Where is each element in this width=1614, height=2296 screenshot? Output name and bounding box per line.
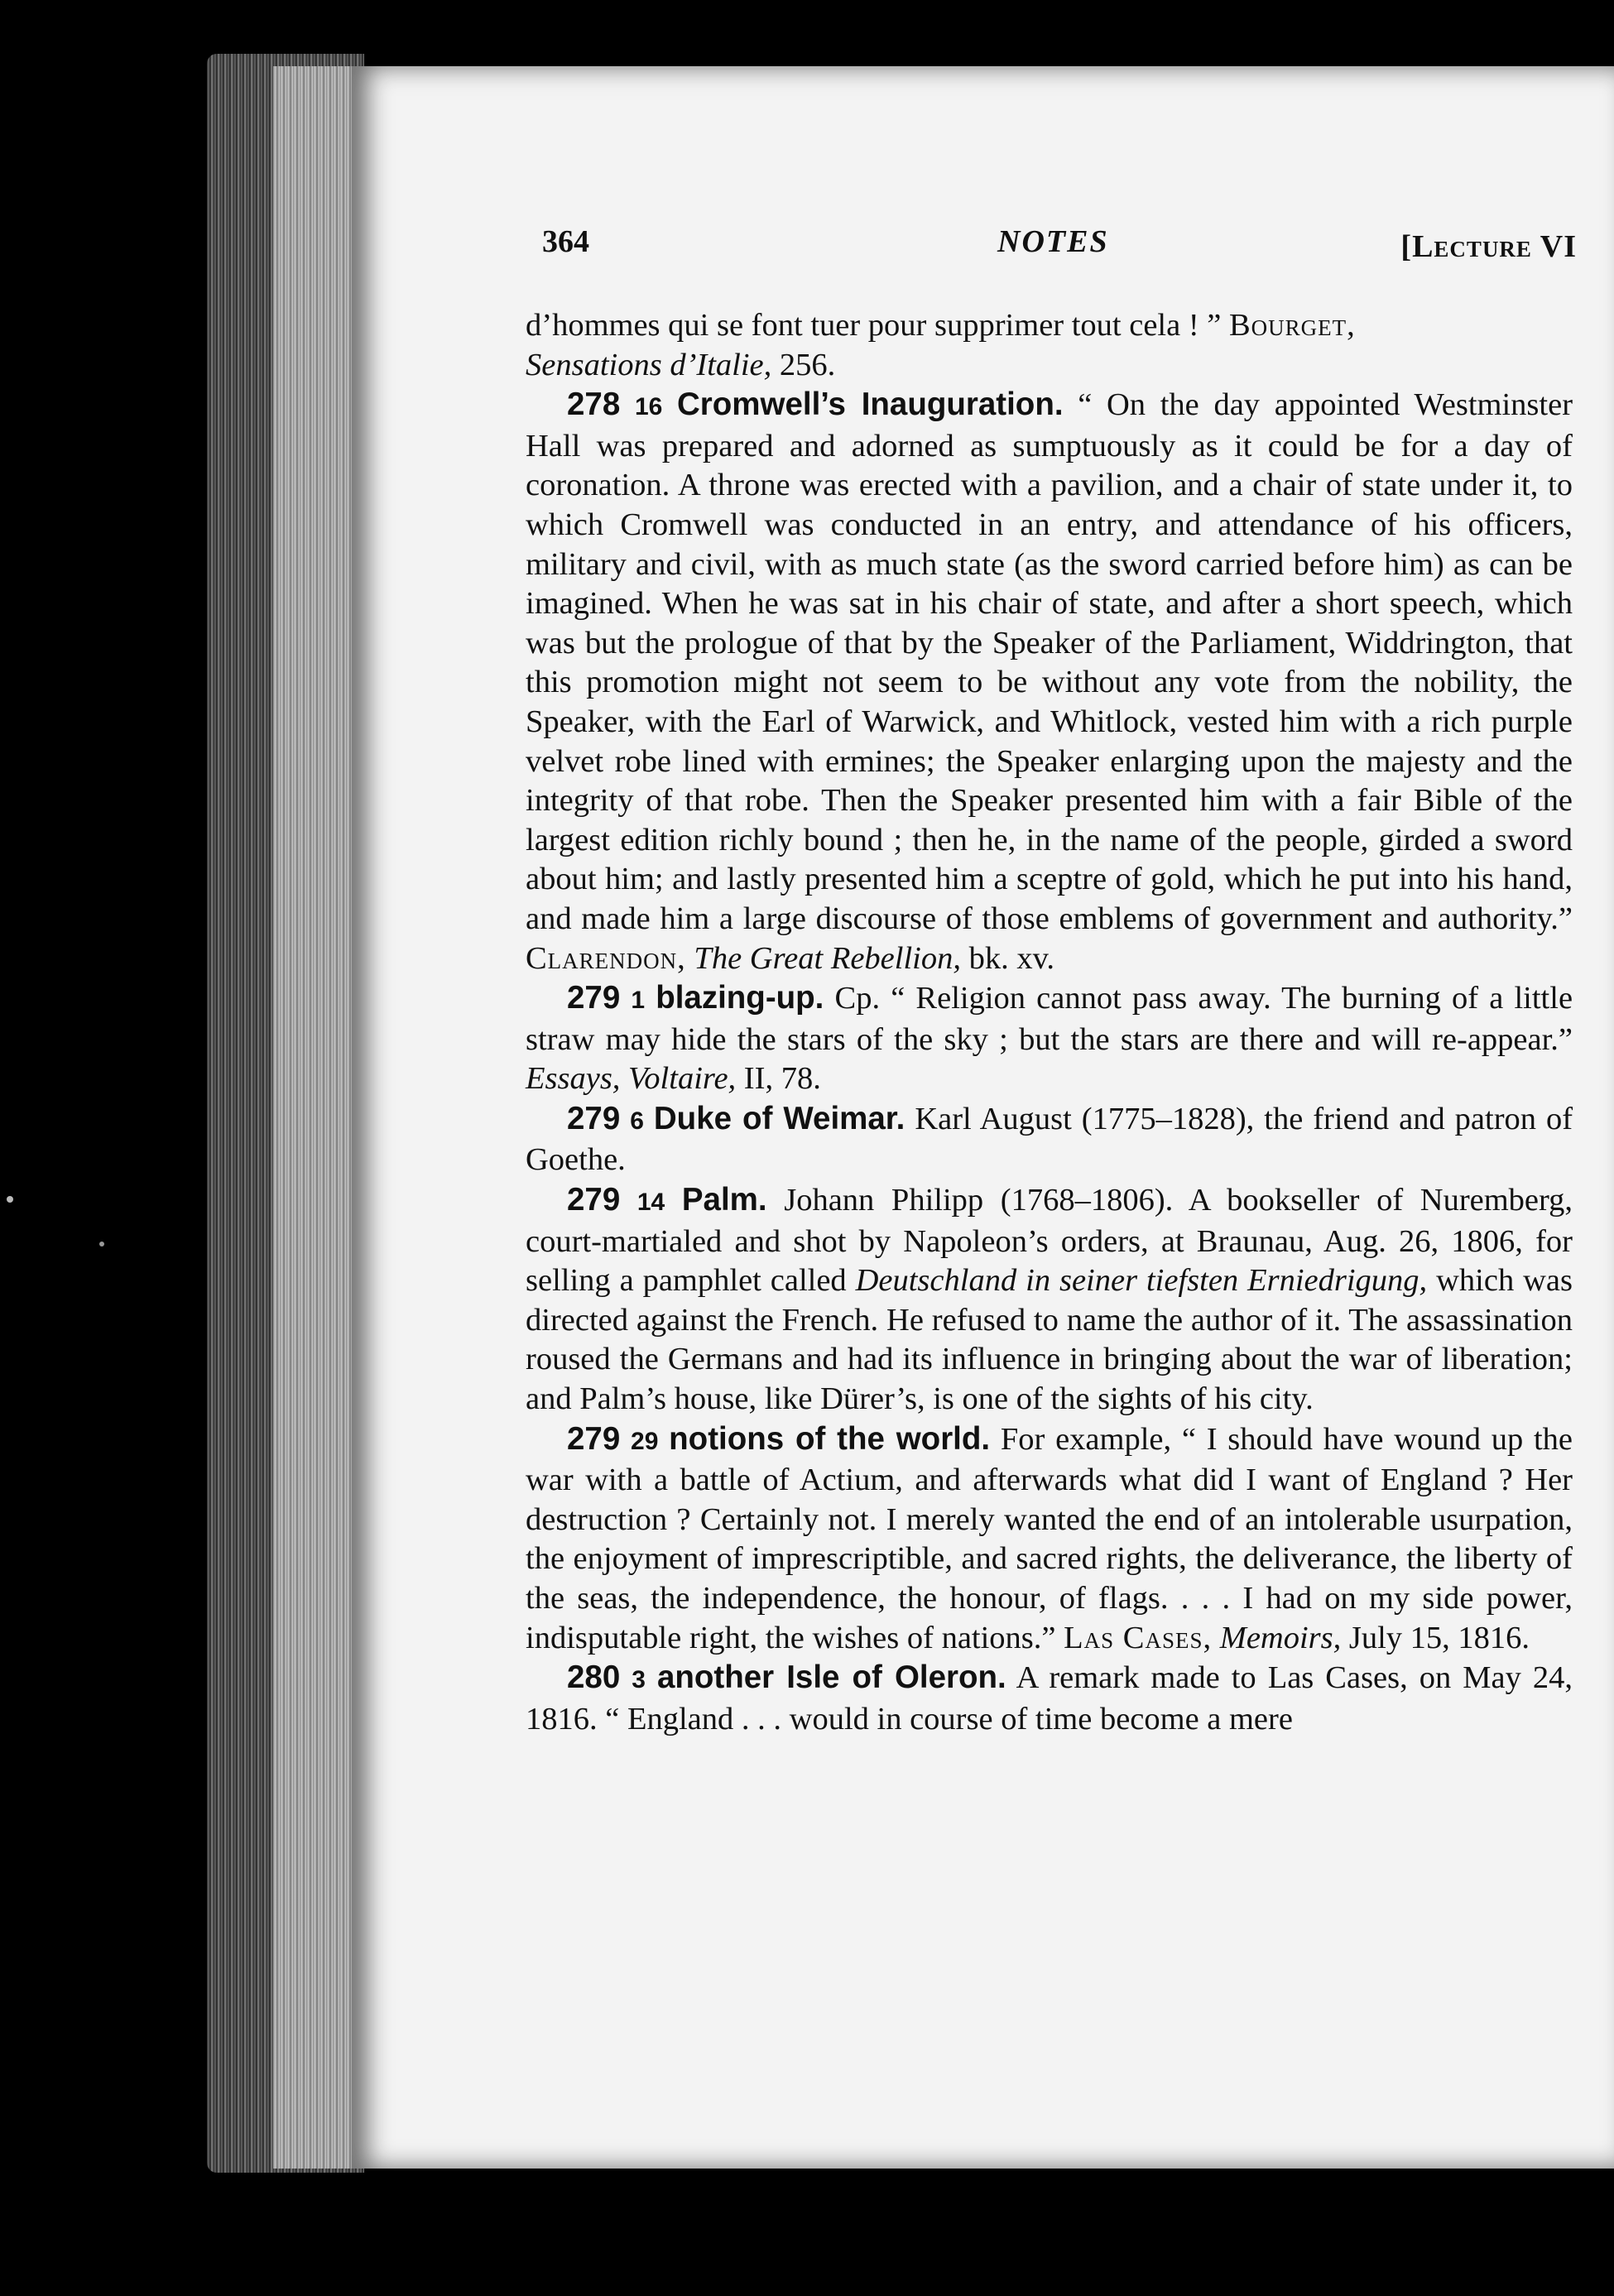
note-body: Cp. “ Religion cannot pass away. The burning of a little straw may hide the stars of the sky ; but the stars are there and will re-appear.” <box>526 981 1573 1057</box>
intro-work: Sensations d’Italie, <box>526 347 772 382</box>
note-body: A remark made to Las Cases, on May 24, 1816. “ England . . . would in course of time become a mere <box>526 1660 1573 1736</box>
note-line-ref: 3 <box>632 1666 646 1694</box>
note-heading: Palm. <box>681 1182 767 1218</box>
intro-paragraph: d’hommes qui se font tuer pour supprimer tout cela ! ” Bourget, Sensations d’Italie, 256. <box>526 308 1356 382</box>
note-entry-palm <box>526 1180 1573 1419</box>
note-heading: Cromwell’s Inauguration. <box>677 387 1064 423</box>
note-cite-tail: July 15, 1816. <box>1341 1620 1530 1655</box>
note-body: Johann Philipp (1768–1806). A bookseller of Nuremberg, court-martialed and shot by Napoleon’s orders, at Braunau, Aug. 26, 1806, for selling a pamphlet called <box>526 1183 1573 1299</box>
intro-author: Bourget, <box>1229 308 1356 343</box>
note-body: For example, “ I should have wound up the war with a battle of Actium, and afterwards what did I want of England ? Her destruction ? Certainly not. I merely wanted the end of an intolerable usurpation, the enjoyment of imprescriptible, and sacred rights, the deliverance, the liberty of the seas, the independence, the honour, of flags. . . . I had on my side power, indisputable right, the wishes of nations.” <box>526 1421 1573 1655</box>
note-line-ref: 29 <box>631 1427 659 1455</box>
note-page-ref: 279 <box>567 1100 621 1136</box>
note-line-ref: 16 <box>634 393 663 421</box>
note-cite-tail: bk. xv. <box>960 940 1054 976</box>
note-body-continued: which was directed against the French. He refused to name the author of it. The assassination roused the Germans and had its influence in bringing about the war of liberation; and Palm’s house, like Dürer’s, is one of the sights of his city. <box>526 1263 1573 1417</box>
note-page-ref: 279 <box>567 1182 621 1218</box>
note-pamphlet-title: Deutschland in seiner tiefsten Erniedrigung, <box>855 1263 1428 1299</box>
page-number: 364 <box>542 224 589 259</box>
note-page-ref: 278 <box>567 387 621 423</box>
note-line-ref: 6 <box>630 1107 644 1135</box>
note-page-ref: 279 <box>567 980 621 1016</box>
note-body: “ On the day appointed Westminster Hall was prepared and adorned as sumptuously as it could be for a day of coronation. A throne was erected with a pavilion, and a chair of state under it, to which Cromwell was conducted in an entry, and attendance of his officers, military and civil, with as much state (as the sword carried before him) as can be imagined. When he was sat in his chair of state, and after a short speech, which was but the prologue of that by the Speaker of the Parliament, Widdrington, that this promotion might not seem to be without any vote from the nobility, the Speaker, with the Earl of Warwick, and Whitlock, vested him with a rich purple velvet robe lined with ermines; the Speaker enlarging upon the majesty and the integrity of that robe. Then the Speaker presented him with a fair Bible of the largest edition richly bound ; then he, in the name of the people, girded a sword about him; and lastly presented him a sceptre of gold, which he put into his hand, and made him a large discourse of those emblems of government and authority.” <box>526 387 1573 936</box>
note-entry-notions <box>526 1419 1573 1659</box>
note-heading: notions of the world. <box>669 1420 991 1457</box>
note-cite-tail: II, 78. <box>736 1061 821 1097</box>
dust-speck <box>7 1196 13 1203</box>
note-heading: another Isle of Oleron. <box>656 1660 1006 1696</box>
note-page-ref: 280 <box>567 1660 621 1696</box>
note-cite-work: Essays, Voltaire, <box>526 1061 737 1097</box>
note-line-ref: 1 <box>631 987 646 1015</box>
running-title: NOTES <box>997 224 1109 259</box>
note-cite-author: Clarendon, <box>526 940 686 976</box>
note-line-ref: 14 <box>636 1189 665 1217</box>
note-cite-work: Memoirs, <box>1219 1620 1342 1655</box>
dust-speck <box>99 1242 104 1246</box>
note-entry-weimar <box>526 1099 1573 1180</box>
note-heading: Duke of Weimar. <box>653 1100 905 1136</box>
section-label: [Lecture VI <box>1400 229 1577 264</box>
book-page-edges-light <box>273 66 364 2169</box>
note-cite-author: Las Cases, <box>1064 1620 1213 1655</box>
note-entry-blazing-up <box>526 978 1573 1099</box>
note-page-ref: 279 <box>567 1420 621 1457</box>
note-entry-oleron <box>526 1658 1573 1739</box>
note-entry-cromwell <box>526 385 1573 978</box>
note-cite-work: The Great Rebellion, <box>694 940 961 976</box>
page-body <box>526 306 1573 1739</box>
note-heading: blazing-up. <box>656 980 824 1016</box>
running-header <box>542 223 1577 273</box>
note-body: Karl August (1775–1828), the friend and patron of Goethe. <box>526 1101 1573 1178</box>
